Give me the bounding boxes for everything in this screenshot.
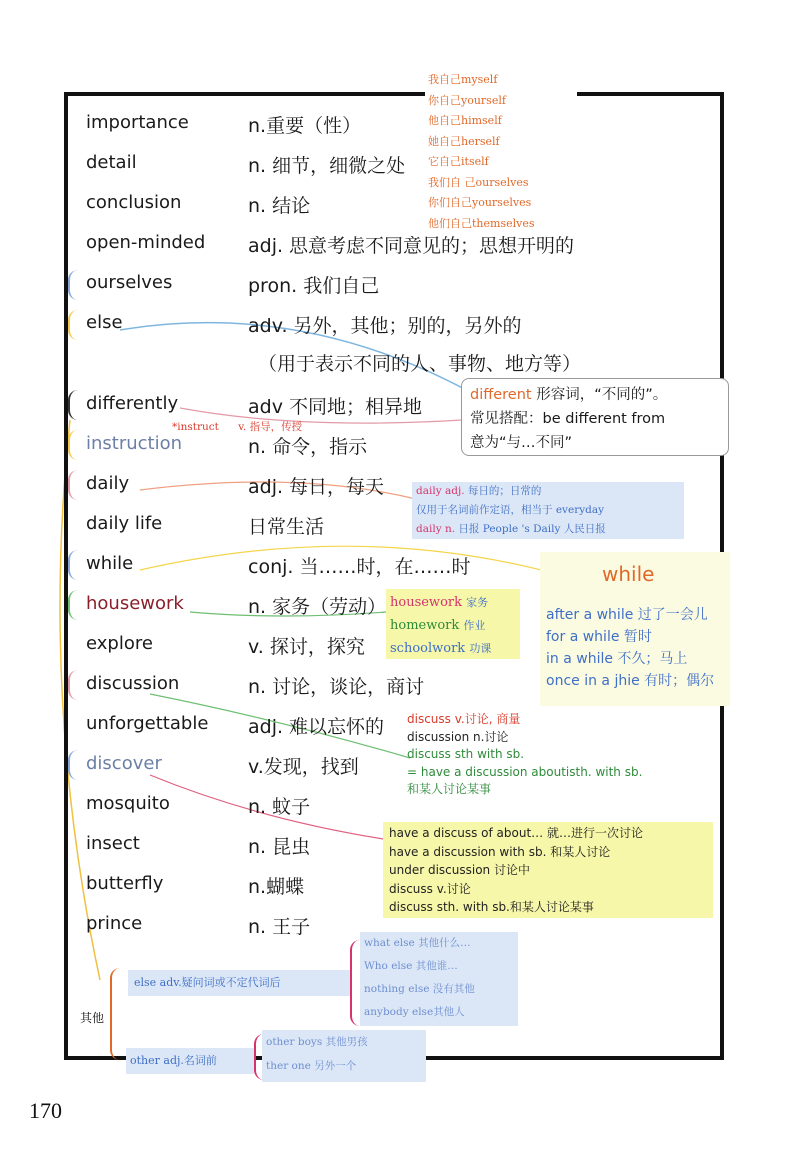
vocab-word: differently (86, 393, 179, 414)
vocab-definition: adv 不同地；相异地 (248, 396, 422, 418)
vocab-word: discussion (86, 673, 180, 694)
vocab-definition: n. 细节，细微之处 (248, 155, 406, 177)
work-zh: 功课 (469, 642, 492, 655)
highlight-bracket (68, 670, 84, 700)
vocab-definition: adj. 每日，每天 (248, 476, 385, 498)
vocab-word: mosquito (86, 793, 170, 814)
work-words-box (386, 589, 520, 659)
while-phrase: once in a jhie 有时；偶尔 (546, 673, 715, 689)
vocab-word: conclusion (86, 192, 182, 213)
highlight-bracket (68, 590, 84, 620)
pronoun-item: 我们自 己ourselves (428, 175, 529, 189)
vocab-word: unforgettable (86, 713, 209, 734)
vocab-definition: n. 昆虫 (248, 836, 311, 858)
work-zh: 家务 (466, 596, 489, 609)
different-desc: 形容词，“不同的”。 (531, 387, 668, 403)
vocab-definition: adj. 难以忘怀的 (248, 716, 385, 738)
different-meaning: 意为“与…不同” (470, 435, 573, 451)
discuss-phrase-box (383, 822, 713, 918)
else-example: anybody else其他人 (364, 1006, 465, 1018)
pronoun-item: 你自己yourself (428, 93, 506, 107)
discuss-note (407, 711, 642, 799)
vocab-definition: conj. 当……时，在……时 (248, 556, 471, 578)
discuss-line: discussion n.讨论 (407, 729, 509, 744)
instruct-note (172, 419, 302, 436)
discuss-line: discuss sth with sb. (407, 747, 525, 761)
discuss-phrase: discuss sth. with sb.和某人讨论某事 (389, 900, 594, 914)
vocab-word: detail (86, 152, 137, 173)
vocab-definition: adv. 另外，其他；别的，另外的 (248, 315, 522, 337)
discuss-line: discuss v.讨论, 商量 (407, 712, 521, 726)
other-example: ther one 另外一个 (266, 1060, 357, 1072)
pronoun-item: 她自己herself (428, 134, 500, 148)
daily-noun-label: daily n. (416, 523, 456, 535)
pronoun-item: 我自己myself (428, 73, 498, 86)
discuss-phrase: have a discussion with sb. 和某人讨论 (389, 844, 611, 859)
discuss-phrase: have a discuss of about… 就…进行一次讨论 (389, 826, 643, 840)
else-examples (360, 932, 518, 1026)
else-branch: else adv.疑问词或不定代词后 (128, 970, 350, 996)
vocab-definition: n.重要（性） (248, 115, 362, 137)
while-phrase: in a while 不久；马上 (546, 651, 688, 667)
pronoun-item: 他们自己themselves (428, 216, 535, 230)
pronoun-item: 你们自己yourselves (428, 196, 532, 209)
while-phrase: for a while 暂时 (546, 629, 652, 645)
vocab-definition: n. 命令，指示 (248, 436, 368, 458)
different-collocation: 常见搭配：be different from (470, 411, 666, 427)
instruct-verb: *instruct (172, 421, 219, 433)
pronoun-item: 他自己himself (428, 114, 502, 127)
work-en: housework (390, 595, 462, 610)
else-example: Who else 其他谁… (364, 960, 458, 972)
vocab-definition-continued: （用于表示不同的人、事物、地方等） (258, 353, 582, 375)
instruct-meaning: v. 指导，传授 (238, 421, 303, 433)
while-title: while (602, 562, 655, 586)
pronoun-list (428, 70, 535, 234)
tree-bracket (110, 968, 126, 1060)
vocab-definition: pron. 我们自己 (248, 275, 380, 297)
discuss-phrase: discuss v.讨论 (389, 881, 471, 896)
vocab-word: importance (86, 112, 189, 133)
vocab-definition: adj. 思意考虑不同意见的；思想开明的 (248, 235, 575, 257)
page-number: 170 (29, 1098, 62, 1123)
highlight-bracket (68, 270, 84, 300)
discuss-line: = have a discussion aboutisth. with sb. (407, 764, 643, 779)
vocab-definition: n. 王子 (248, 916, 311, 938)
daily-noun-meaning: 日报 People 's Daily 人民日报 (455, 523, 606, 535)
vocab-word: else (86, 312, 123, 333)
vocab-word: explore (86, 633, 153, 654)
vocab-word: open-minded (86, 232, 206, 253)
vocab-word: butterfly (86, 873, 164, 894)
highlight-bracket (68, 430, 84, 460)
vocab-definition: n.蝴蝶 (248, 876, 305, 898)
vocab-definition: 日常生活 (248, 516, 325, 538)
work-zh: 作业 (463, 619, 486, 632)
pronoun-item: 它自己itself (428, 155, 489, 168)
highlight-bracket (68, 750, 84, 780)
vocab-word: instruction (86, 433, 183, 454)
vocab-definition: n. 讨论，谈论，商讨 (248, 676, 425, 698)
highlight-bracket (68, 550, 84, 580)
vocab-word: insect (86, 833, 140, 854)
vocab-word: discover (86, 753, 162, 774)
vocab-definition: v. 探讨，探究 (248, 636, 365, 658)
vocab-word: prince (86, 913, 143, 934)
daily-adj-meaning: 每日的；日常的 (464, 485, 542, 497)
other-examples (262, 1030, 426, 1082)
vocab-definition: n. 家务（劳动） (248, 596, 387, 618)
different-word: different (470, 387, 532, 403)
daily-adj-label: daily adj. (416, 485, 465, 497)
discuss-phrase: under discussion 讨论中 (389, 863, 530, 877)
else-tree-root: 其他 (80, 1011, 105, 1025)
vocab-word: daily life (86, 513, 163, 534)
else-example: what else 其他什么… (364, 937, 471, 949)
discuss-line: 和某人讨论某事 (407, 782, 492, 796)
vocab-definition: n. 结论 (248, 195, 311, 217)
vocab-word: housework (86, 593, 184, 614)
vocab-definition: v.发现，找到 (248, 756, 359, 778)
while-phrase: after a while 过了一会儿 (546, 607, 708, 623)
work-en: homework (390, 618, 460, 633)
daily-usage: 仅用于名词前作定语，相当于 everyday (416, 504, 605, 516)
else-example: nothing else 没有其他 (364, 983, 475, 995)
vocab-word: while (86, 553, 134, 574)
work-en: schoolwork (390, 641, 466, 656)
different-note-box (461, 378, 729, 456)
highlight-bracket (68, 310, 84, 340)
other-example: other boys 其他男孩 (266, 1036, 368, 1048)
vocab-word: daily (86, 473, 130, 494)
vocab-definition: n. 蚊子 (248, 796, 311, 818)
daily-note (412, 482, 684, 539)
other-branch: other adj.名词前 (126, 1048, 254, 1074)
while-note-box (540, 552, 730, 706)
highlight-bracket (68, 390, 84, 420)
vocab-word: ourselves (86, 272, 173, 293)
highlight-bracket (68, 470, 84, 500)
